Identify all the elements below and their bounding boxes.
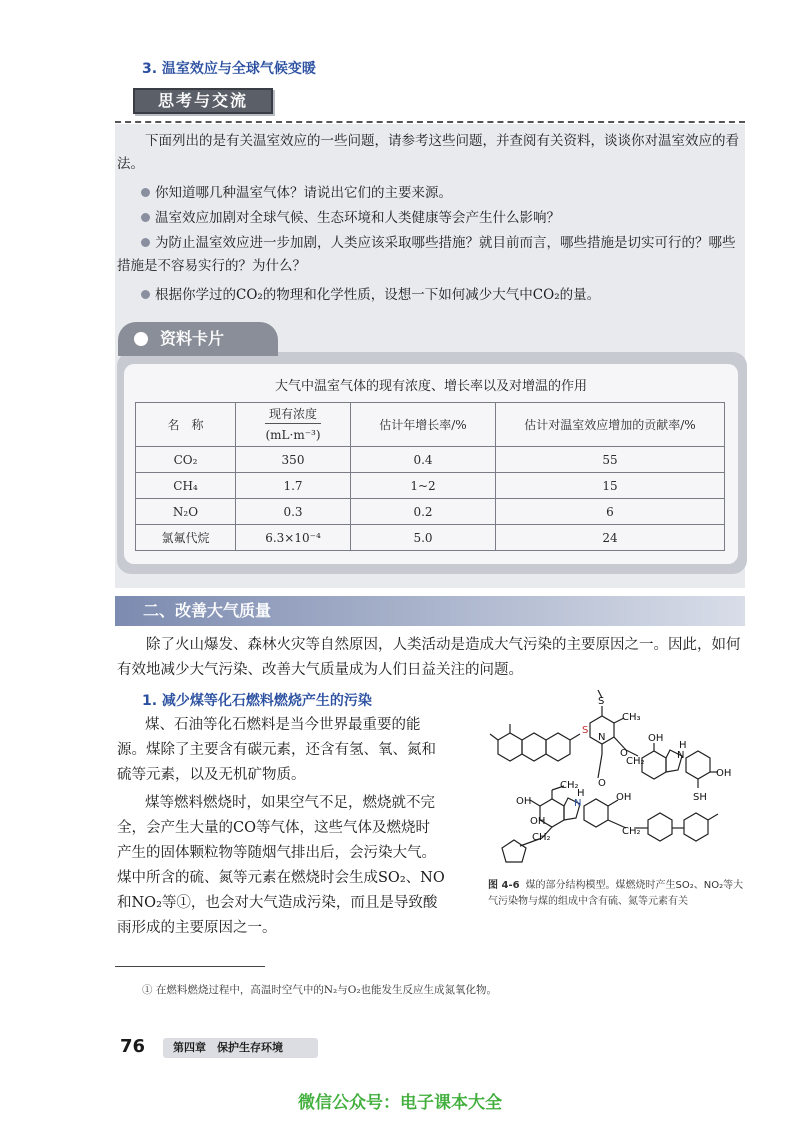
footnote: ① 在燃料燃烧过程中，高温时空气中的N₂与O₂也能发生反应生成氮氧化物。: [142, 984, 498, 996]
header-contribution: 估计对温室效应增加的贡献率/%: [496, 403, 725, 447]
header-name: 名 称: [136, 403, 236, 447]
circle-icon: [134, 332, 148, 346]
bullet-icon: [141, 290, 150, 299]
table-row: 氯氟代烷 6.3×10⁻⁴ 5.0 24: [136, 525, 725, 551]
atom-label: CH₂: [626, 756, 645, 767]
table-header-row: [136, 403, 725, 447]
table-row: N₂O 0.3 0.2 6: [136, 499, 725, 525]
coal-paragraph-2: 煤等燃料燃烧时，如果空气不足，燃烧就不完 全，会产生大量的CO等气体，这些气体及燃烧时 产生的固体颗粒物等随烟气排出后，会污染大气。 煤中所含的硫、氮等元素在燃烧时会生成SO₂、NO 和NO₂等①，也会对大气造成污染，而且是导致酸 雨形成的主要原因之一。: [117, 795, 445, 936]
atom-label: OH: [716, 768, 732, 779]
watermark: 微信公众号：电子课本大全: [298, 1093, 502, 1113]
section-2-intro: 除了火山爆发、森林火灾等自然原因，人类活动是造成大气污染的主要原因之一。因此，如何有效地减少大气污染、改善大气质量成为人们日益关注的问题。: [117, 637, 741, 678]
table-title: 大气中温室气体的现有浓度、增长率以及对增温的作用: [274, 379, 587, 394]
atom-label: N: [598, 732, 606, 743]
table-row: CH₄ 1.7 1~2 15: [136, 473, 725, 499]
atom-label: OH: [616, 792, 632, 803]
atom-label: OH: [648, 733, 664, 744]
atom-label: H: [577, 788, 585, 799]
atom-label: SH: [693, 792, 707, 803]
table-row: CO₂ 350 0.4 55: [136, 447, 725, 473]
chapter-label: 第四章 保护生存环境: [163, 1038, 318, 1058]
question-item: 为防止温室效应进一步加剧，人类应该采取哪些措施？就目前而言，哪些措施是切实可行的？哪些措施是不容易实行的？为什么？: [117, 235, 736, 274]
bullet-icon: [141, 188, 150, 197]
greenhouse-gas-table: [135, 402, 725, 551]
think-discuss-label: 思考与交流: [133, 88, 273, 114]
figure-caption: 图 4-6 煤的部分结构模型。煤燃烧时产生SO₂、NO₂等大气污染物与煤的组成中含有硫、氮等元素有关: [488, 880, 744, 907]
atom-label: N: [677, 750, 685, 761]
atom-label: S: [582, 725, 589, 736]
page-number: 76: [120, 1036, 146, 1057]
atom-label: OH: [530, 816, 546, 827]
intro-paragraph: 下面列出的是有关温室效应的一些问题，请参考这些问题，并查阅有关资料，谈谈你对温室效应的看法。: [117, 133, 739, 172]
data-card-tab: 资料卡片: [118, 322, 278, 356]
atom-label: CH₂: [622, 826, 641, 837]
footnote-divider: [115, 966, 265, 967]
atom-label: CH₂: [532, 832, 551, 843]
atom-label: O: [620, 748, 628, 759]
atom-label: CH₃: [622, 712, 641, 723]
subsection-1-title: 1. 减少煤等化石燃料燃烧产生的污染: [142, 693, 372, 709]
header-growth: 估计年增长率/%: [351, 403, 496, 447]
section-2-banner: 二、改善大气质量: [115, 596, 745, 626]
atom-label: OH: [516, 796, 532, 807]
coal-paragraph-1: 煤、石油等化石燃料是当今世界最重要的能 源。煤除了主要含有碳元素，还含有氢、氧、氮和 硫等元素，以及无机矿物质。: [117, 717, 436, 783]
atom-label: CH₂: [560, 780, 579, 791]
atom-label: O: [598, 778, 606, 789]
bullet-icon: [141, 238, 150, 247]
atom-label: S: [598, 696, 605, 707]
coal-structure-figure: [480, 688, 745, 873]
question-item: 你知道哪几种温室气体？请说出它们的主要来源。: [117, 182, 742, 205]
question-item: 根据你学过的CO₂的物理和化学性质，设想一下如何减少大气中CO₂的量。: [117, 284, 742, 307]
atom-label: N: [574, 798, 582, 809]
section-3-title: 3. 温室效应与全球气候变暖: [142, 61, 316, 77]
bullet-icon: [141, 213, 150, 222]
header-concentration: 现有浓度 (mL·m⁻³): [236, 403, 351, 447]
dashed-divider: [115, 121, 745, 123]
question-item: 温室效应加剧对全球气候、生态环境和人类健康等会产生什么影响？: [117, 207, 742, 230]
atom-label: H: [679, 740, 687, 751]
